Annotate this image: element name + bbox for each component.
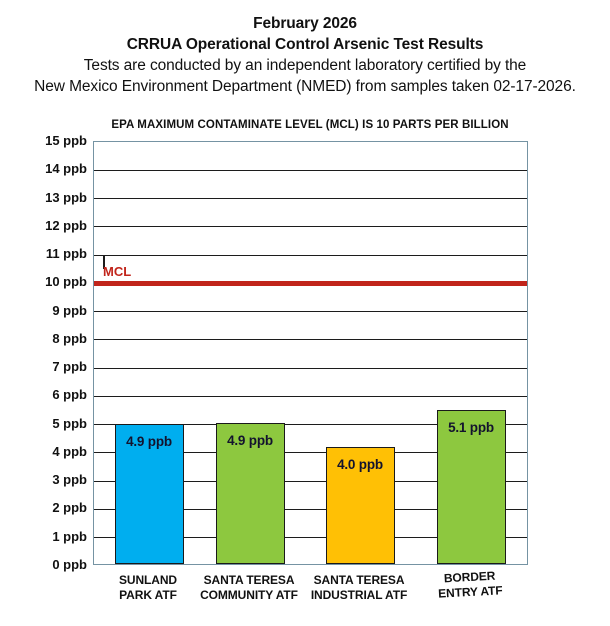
y-axis-tick-label: 9 ppb [52, 303, 87, 318]
x-axis-category-label [394, 566, 545, 604]
x-label-line1: SANTA TERESA [203, 573, 295, 587]
bar-santa-teresa-industrial-atf [326, 447, 395, 564]
y-axis-tick-label: 15 ppb [45, 133, 87, 148]
x-label-line2: INDUSTRIAL ATF [310, 588, 408, 602]
gridline [94, 311, 527, 312]
y-axis-tick-label: 12 ppb [45, 218, 87, 233]
y-axis-tick-label: 10 ppb [45, 274, 87, 289]
mcl-threshold-line [94, 281, 527, 286]
y-axis-tick-label: 0 ppb [52, 557, 87, 572]
y-axis-tick-label: 7 ppb [52, 359, 87, 374]
report-subtitle-line2: New Mexico Environment Department (NMED) from samples taken 02-17-2026. [34, 78, 576, 95]
bar-santa-teresa-community-atf [216, 423, 285, 564]
y-axis-tick-label: 1 ppb [52, 529, 87, 544]
y-axis-tick-label: 3 ppb [52, 472, 87, 487]
x-label-line2: PARK ATF [119, 588, 177, 602]
gridline [94, 396, 527, 397]
bar-value-label: 4.9 ppb [227, 433, 273, 448]
report-month-title: February 2026 [253, 15, 357, 32]
report-main-title: CRRUA Operational Control Arsenic Test Results [126, 36, 484, 53]
y-axis-tick-label: 11 ppb [45, 246, 87, 261]
y-axis-tick-label: 6 ppb [52, 387, 87, 402]
y-axis-tick-label: 13 ppb [45, 190, 87, 205]
bar-value-label: 4.9 ppb [126, 434, 172, 449]
mcl-label: MCL [103, 264, 132, 280]
plot-area [93, 141, 528, 565]
x-label-line1: BORDER [443, 568, 496, 586]
x-label-line1: SUNLAND [119, 573, 177, 587]
x-label-line2: COMMUNITY ATF [200, 588, 298, 602]
y-axis-tick-label: 14 ppb [45, 161, 87, 176]
report-subtitle-line1: Tests are conducted by an independent laboratory certified by the [83, 57, 527, 74]
gridline [94, 339, 527, 340]
gridline [94, 255, 527, 256]
x-label-line2: ENTRY ATF [437, 583, 503, 601]
bar-value-label: 5.1 ppb [448, 420, 494, 435]
gridline [94, 198, 527, 199]
bar-value-label: 4.0 ppb [337, 457, 383, 472]
gridline [94, 368, 527, 369]
chart-title: EPA MAXIMUM CONTAMINATE LEVEL (MCL) IS 10 PARTS PER BILLION [111, 119, 509, 131]
y-axis-tick-label: 8 ppb [52, 331, 87, 346]
gridline [94, 226, 527, 227]
y-axis-tick-label: 2 ppb [52, 500, 87, 515]
bar-border-entry-atf [437, 410, 506, 564]
y-axis-tick-label: 5 ppb [52, 416, 87, 431]
x-label-line1: SANTA TERESA [313, 573, 405, 587]
report-header [0, 13, 610, 97]
gridline [94, 170, 527, 171]
bar-sunland-park-atf [115, 424, 184, 564]
y-axis-tick-label: 4 ppb [52, 444, 87, 459]
